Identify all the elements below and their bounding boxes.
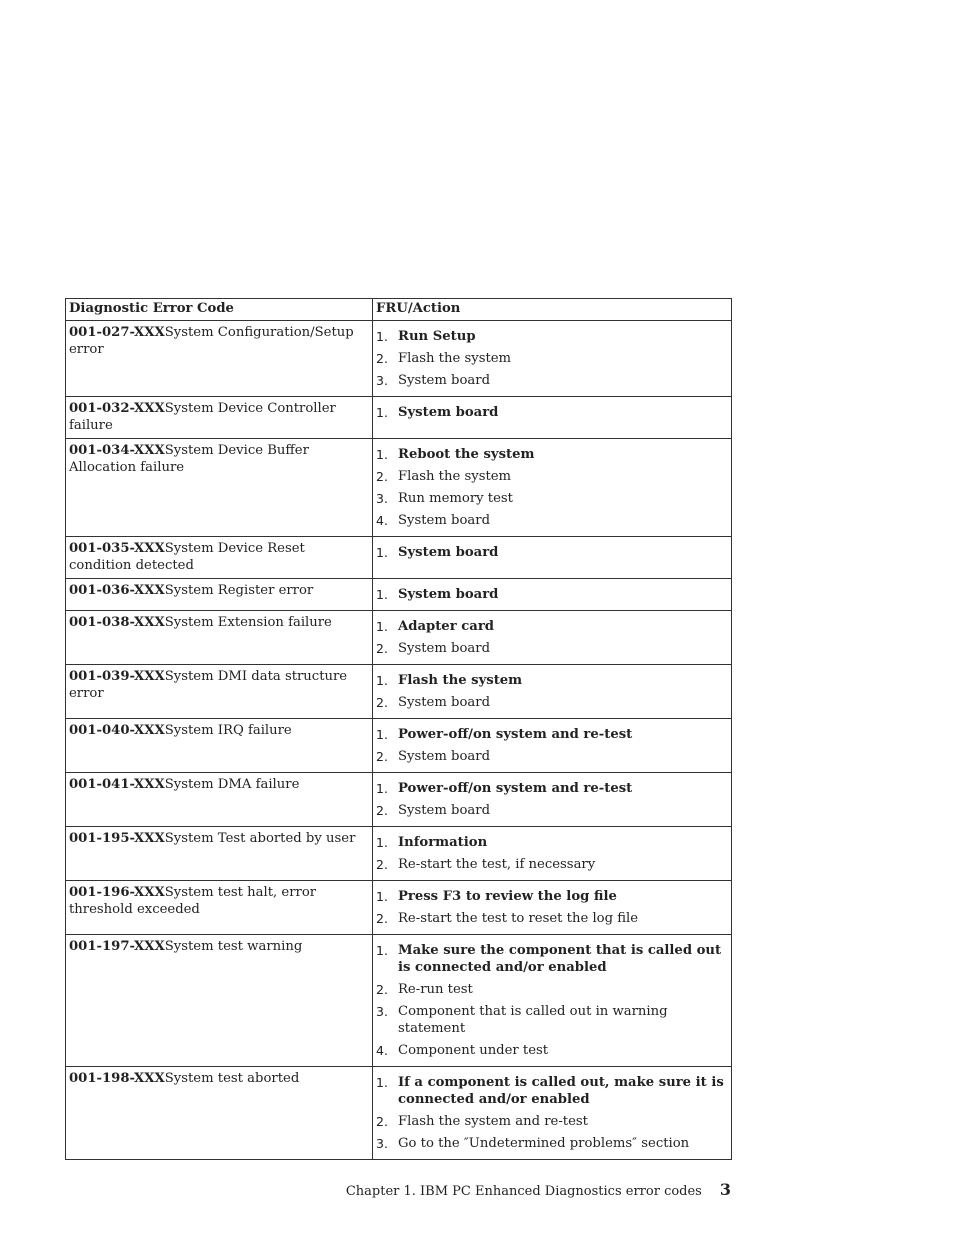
fru-action-cell	[373, 881, 732, 935]
error-description: System Device Reset condition detected	[69, 541, 305, 573]
error-code: 001-036-XXX	[69, 583, 165, 598]
action-item	[376, 981, 728, 998]
table-row	[66, 397, 732, 439]
action-item	[376, 1042, 728, 1059]
action-list	[376, 586, 728, 603]
error-description: System Device Buffer Allocation failure	[69, 443, 309, 475]
action-item	[376, 490, 728, 507]
action-item	[376, 802, 728, 819]
action-item	[376, 544, 728, 561]
error-description: System Extension failure	[164, 615, 332, 630]
action-text: Power-off/on system and re-test	[398, 781, 633, 796]
action-item	[376, 672, 728, 689]
action-list	[376, 446, 728, 529]
action-item	[376, 640, 728, 657]
table-row	[66, 773, 732, 827]
error-code-cell	[66, 935, 373, 1067]
table-row	[66, 719, 732, 773]
action-step-number: 1.	[376, 673, 388, 688]
fru-action-cell	[373, 537, 732, 579]
fru-action-cell	[373, 611, 732, 665]
action-step-number: 1.	[376, 405, 388, 420]
error-code-cell	[66, 397, 373, 439]
action-item	[376, 694, 728, 711]
error-code-cell	[66, 321, 373, 397]
action-step-number: 1.	[376, 329, 388, 344]
action-step-number: 4.	[376, 513, 388, 528]
fru-action-cell	[373, 827, 732, 881]
action-text: Re-run test	[398, 982, 473, 997]
action-text: Go to the ″Undetermined problems″ section	[398, 1136, 690, 1151]
table-row	[66, 881, 732, 935]
fru-action-cell	[373, 719, 732, 773]
action-step-number: 1.	[376, 781, 388, 796]
action-text: Flash the system	[398, 673, 523, 688]
table-row	[66, 935, 732, 1067]
action-step-number: 2.	[376, 803, 388, 818]
action-item	[376, 468, 728, 485]
fru-action-cell	[373, 579, 732, 611]
action-item	[376, 446, 728, 463]
action-item	[376, 780, 728, 797]
error-code: 001-198-XXX	[69, 1071, 165, 1086]
error-description: System DMI data structure error	[69, 669, 348, 701]
error-description: System test halt, error threshold exceeded	[69, 885, 317, 917]
action-item	[376, 618, 728, 635]
page-footer	[346, 1180, 731, 1199]
action-step-number: 2.	[376, 469, 388, 484]
action-step-number: 1.	[376, 727, 388, 742]
action-step-number: 2.	[376, 857, 388, 872]
action-item	[376, 372, 728, 389]
error-code: 001-041-XXX	[69, 777, 165, 792]
error-code-cell	[66, 719, 373, 773]
action-text: Reboot the system	[398, 447, 535, 462]
action-list	[376, 672, 728, 711]
action-text: Flash the system and re-test	[398, 1114, 588, 1129]
action-item	[376, 1113, 728, 1130]
action-text: System board	[398, 695, 491, 710]
action-text: Component under test	[398, 1043, 549, 1058]
fru-action-cell	[373, 935, 732, 1067]
action-list	[376, 834, 728, 873]
action-step-number: 1.	[376, 835, 388, 850]
error-code-cell	[66, 881, 373, 935]
action-item	[376, 1003, 728, 1037]
action-text: Make sure the component that is called out is connected and/or enabled	[398, 943, 722, 975]
action-text: System board	[398, 749, 491, 764]
action-list	[376, 780, 728, 819]
action-item	[376, 748, 728, 765]
action-step-number: 2.	[376, 749, 388, 764]
action-step-number: 2.	[376, 982, 388, 997]
table-row	[66, 665, 732, 719]
action-list	[376, 1074, 728, 1152]
action-text: System board	[398, 587, 499, 602]
action-list	[376, 404, 728, 421]
error-code-cell	[66, 665, 373, 719]
action-list	[376, 942, 728, 1059]
action-item	[376, 350, 728, 367]
error-code: 001-027-XXX	[69, 325, 165, 340]
error-code-cell	[66, 611, 373, 665]
action-text: System board	[398, 803, 491, 818]
action-item	[376, 586, 728, 603]
error-description: System IRQ failure	[164, 723, 292, 738]
action-text: System board	[398, 405, 499, 420]
error-code: 001-038-XXX	[69, 615, 165, 630]
action-step-number: 1.	[376, 943, 388, 958]
table-row	[66, 827, 732, 881]
action-step-number: 3.	[376, 1136, 388, 1151]
table-row	[66, 611, 732, 665]
action-step-number: 2.	[376, 695, 388, 710]
action-list	[376, 544, 728, 561]
action-text: System board	[398, 641, 491, 656]
action-item	[376, 404, 728, 421]
error-code-cell	[66, 1067, 373, 1160]
action-item	[376, 726, 728, 743]
action-step-number: 1.	[376, 1075, 388, 1090]
error-description: System Register error	[164, 583, 314, 598]
table-row	[66, 537, 732, 579]
action-item	[376, 856, 728, 873]
error-description: System test aborted	[164, 1071, 300, 1086]
diagnostic-error-table	[65, 298, 732, 1160]
action-step-number: 2.	[376, 641, 388, 656]
action-text: Component that is called out in warning statement	[398, 1004, 668, 1036]
action-step-number: 1.	[376, 545, 388, 560]
action-step-number: 2.	[376, 911, 388, 926]
action-step-number: 1.	[376, 619, 388, 634]
action-step-number: 2.	[376, 1114, 388, 1129]
action-item	[376, 1074, 728, 1108]
error-description: System test warning	[164, 939, 303, 954]
error-description: System Test aborted by user	[164, 831, 356, 846]
table-header-row	[66, 299, 732, 321]
action-text: Run Setup	[398, 329, 476, 344]
error-code-cell	[66, 827, 373, 881]
action-text: Flash the system	[398, 469, 512, 484]
action-item	[376, 910, 728, 927]
action-text: System board	[398, 545, 499, 560]
action-item	[376, 888, 728, 905]
action-item	[376, 328, 728, 345]
error-code: 001-039-XXX	[69, 669, 165, 684]
table-row	[66, 1067, 732, 1160]
action-step-number: 3.	[376, 1004, 388, 1019]
action-step-number: 1.	[376, 447, 388, 462]
error-code-cell	[66, 773, 373, 827]
action-item	[376, 834, 728, 851]
error-code: 001-197-XXX	[69, 939, 165, 954]
footer-chapter-title: Chapter 1. IBM PC Enhanced Diagnostics error codes	[345, 1184, 702, 1199]
action-step-number: 1.	[376, 889, 388, 904]
fru-action-cell	[373, 397, 732, 439]
action-text: Power-off/on system and re-test	[398, 727, 633, 742]
error-code: 001-035-XXX	[69, 541, 165, 556]
action-text: Run memory test	[398, 491, 513, 506]
header-fru-action: FRU/Action	[373, 299, 732, 321]
action-text: System board	[398, 513, 491, 528]
table-row	[66, 439, 732, 537]
error-code: 001-040-XXX	[69, 723, 165, 738]
error-description: System Device Controller failure	[69, 401, 336, 433]
action-step-number: 2.	[376, 351, 388, 366]
error-code: 001-034-XXX	[69, 443, 165, 458]
action-text: Re-start the test, if necessary	[398, 857, 596, 872]
action-step-number: 1.	[376, 587, 388, 602]
action-text: Re-start the test to reset the log file	[398, 911, 639, 926]
action-text: If a component is called out, make sure it is connected and/or enabled	[398, 1075, 724, 1107]
error-code-cell	[66, 439, 373, 537]
fru-action-cell	[373, 439, 732, 537]
action-list	[376, 888, 728, 927]
action-list	[376, 618, 728, 657]
action-list	[376, 726, 728, 765]
action-step-number: 4.	[376, 1043, 388, 1058]
action-item	[376, 512, 728, 529]
error-code: 001-196-XXX	[69, 885, 165, 900]
error-code-cell	[66, 579, 373, 611]
table-row	[66, 579, 732, 611]
action-step-number: 3.	[376, 491, 388, 506]
error-description: System DMA failure	[164, 777, 300, 792]
action-list	[376, 328, 728, 389]
error-code-cell	[66, 537, 373, 579]
error-code: 001-195-XXX	[69, 831, 165, 846]
action-item	[376, 942, 728, 976]
page-number: 3	[719, 1180, 731, 1199]
fru-action-cell	[373, 665, 732, 719]
action-text: Flash the system	[398, 351, 512, 366]
action-text: Press F3 to review the log file	[398, 889, 617, 904]
error-code: 001-032-XXX	[69, 401, 165, 416]
action-text: Information	[398, 835, 488, 850]
fru-action-cell	[373, 321, 732, 397]
fru-action-cell	[373, 773, 732, 827]
action-text: System board	[398, 373, 491, 388]
fru-action-cell	[373, 1067, 732, 1160]
table-body	[66, 321, 732, 1160]
header-diagnostic-error-code: Diagnostic Error Code	[66, 299, 373, 321]
action-item	[376, 1135, 728, 1152]
error-description: System Configuration/Setup error	[69, 325, 354, 357]
action-text: Adapter card	[398, 619, 494, 634]
table-row	[66, 321, 732, 397]
action-step-number: 3.	[376, 373, 388, 388]
